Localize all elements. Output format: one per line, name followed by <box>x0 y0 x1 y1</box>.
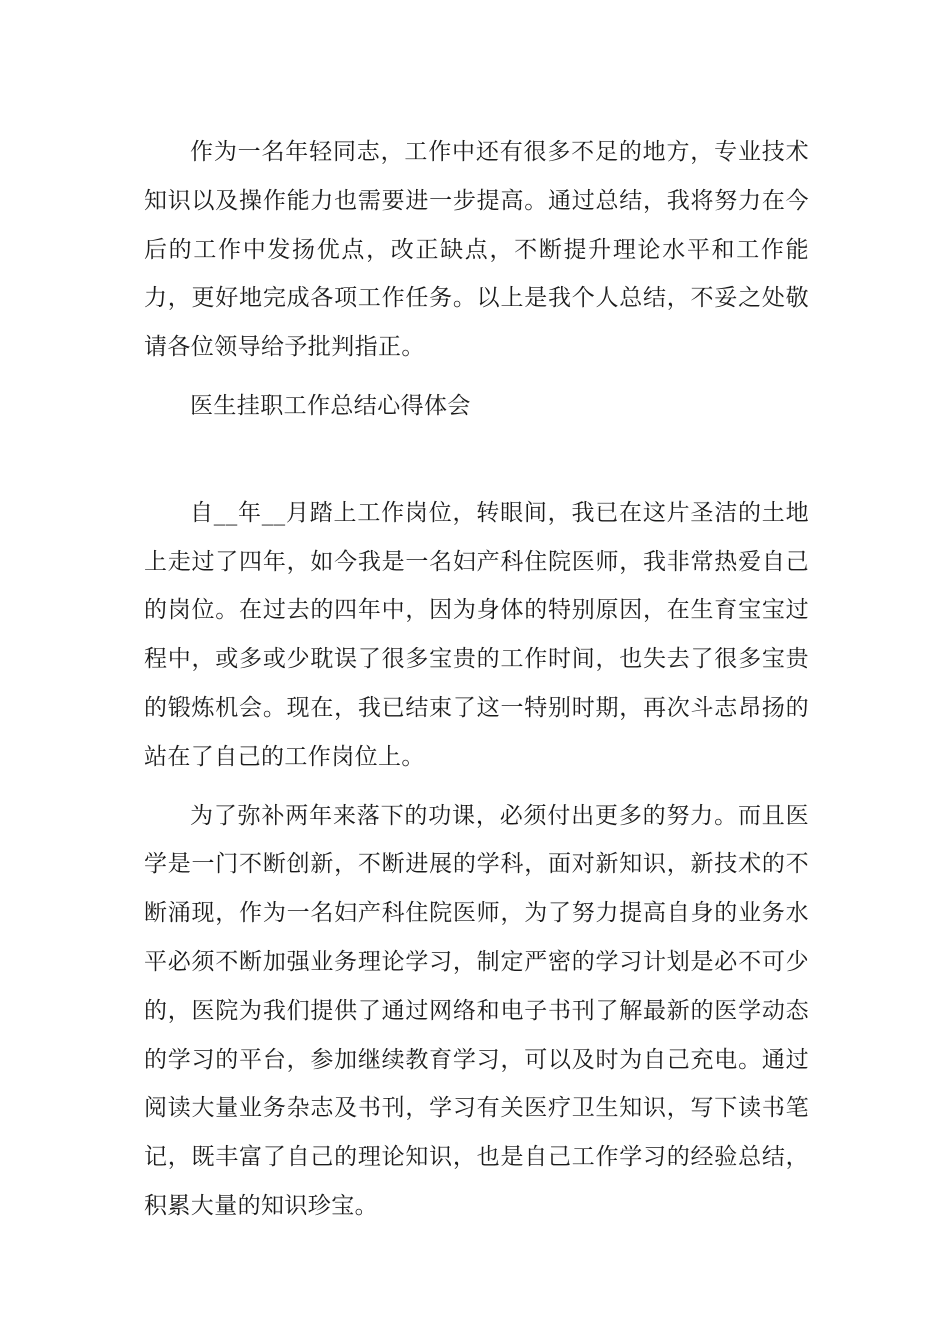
section-heading: 医生挂职工作总结心得体会 <box>190 392 471 419</box>
document-page <box>144 128 809 1231</box>
spacer <box>144 372 809 382</box>
paragraph-2: 自__年__月踏上工作岗位，转眼间，我已在这片圣洁的土地上走过了四年，如今我是一名妇产科住院医师，我非常热爱自己的岗位。在过去的四年中，因为身体的特别原因，在生育宝宝过程中，或多或少耽误了很多宝贵的工作时间，也失去了很多宝贵的锻炼机会。现在，我已结束了这一特别时期，再次斗志昂扬的站在了自己的工作岗位上。 <box>144 499 809 770</box>
spacer <box>144 431 809 489</box>
paragraph-3: 为了弥补两年来落下的功课，必须付出更多的努力。而且医学是一门不断创新，不断进展的学科，面对新知识，新技术的不断涌现，作为一名妇产科住院医师，为了努力提高自身的业务水平必须不断加强业务理论学习，制定严密的学习计划是必不可少的，医院为我们提供了通过网络和电子书刊了解最新的医学动态的学习的平台，参加继续教育学习，可以及时为自己充电。通过阅读大量业务杂志及书刊，学习有关医疗卫生知识，写下读书笔记，既丰富了自己的理论知识，也是自己工作学习的经验总结，积累大量的知识珍宝。 <box>144 802 809 1219</box>
spacer <box>144 782 809 792</box>
paragraph-1: 作为一名年轻同志，工作中还有很多不足的地方，专业技术知识以及操作能力也需要进一步提高。通过总结，我将努力在今后的工作中发扬优点，改正缺点，不断提升理论水平和工作能力，更好地完成各项工作任务。以上是我个人总结，不妥之处敬请各位领导给予批判指正。 <box>144 139 809 361</box>
